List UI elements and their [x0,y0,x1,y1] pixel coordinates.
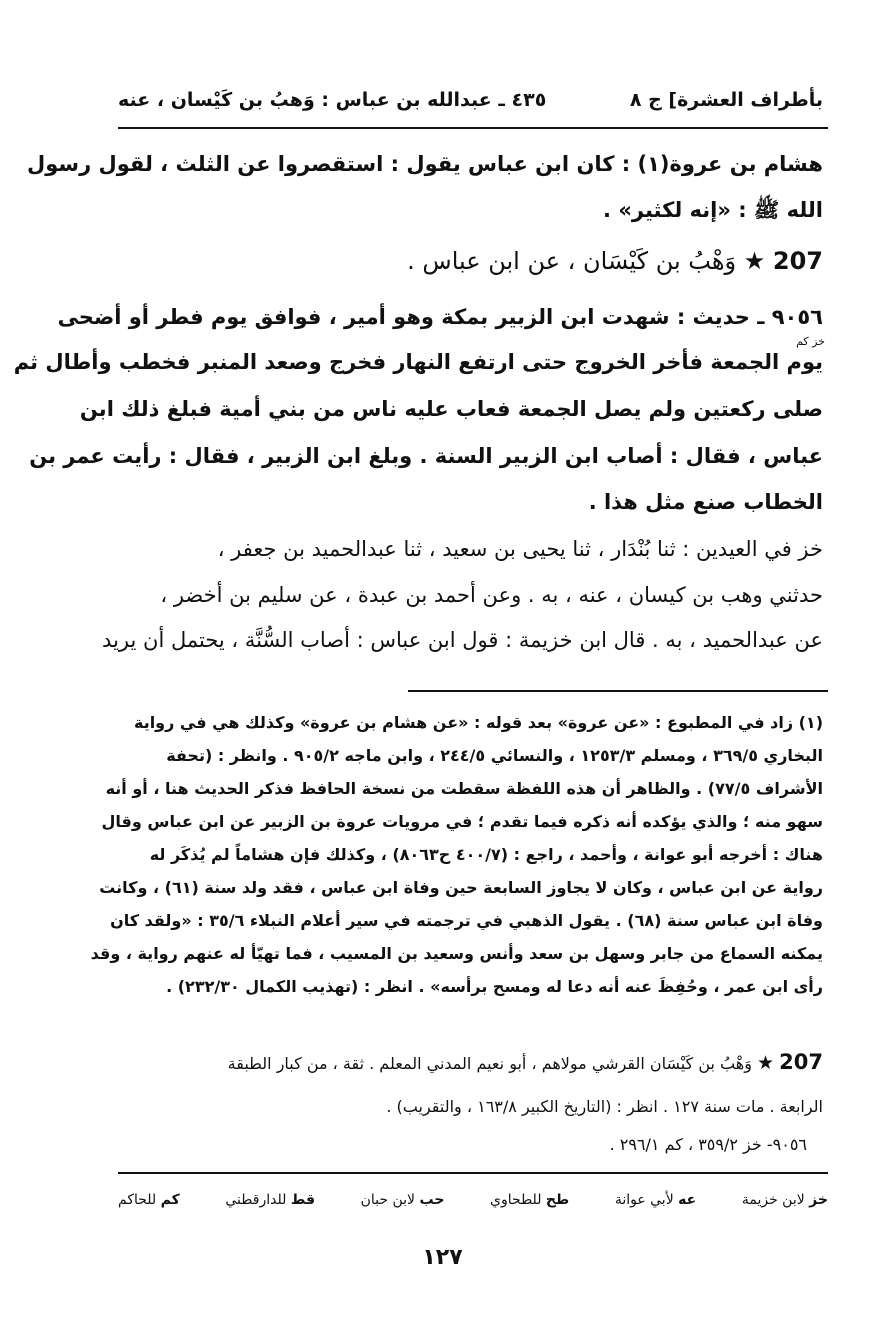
hadith-line: صلى ركعتين ولم يصل الجمعة فعاب عليه ناس من بني أمية فبلغ ذلك ابن [79,397,823,421]
note-entry-number: 207 [779,1050,823,1074]
abbreviation-item: خز لابن خزيمة [741,1192,828,1208]
comment-line: حدثني وهب بن كيسان ، عنه ، به . وعن أحمد بن عبدة ، عن سليم بن أخضر ، [160,583,823,607]
abbreviation-item: طح للطحاوي [490,1192,570,1208]
side-sigla: خز كم [796,335,825,348]
footnote-line: هناك : أخرجه أبو عوانة ، وأحمد ، راجع : (٤٠٠/٧ ح٨٠٦٣) ، وكذلك فإن هشاماً لم يُذكَر له [149,845,823,864]
hadith-line: يوم الجمعة فأخر الخروج حتى ارتفع النهار فخرج وصعد المنبر فخطب وأطال ثم [13,350,823,374]
entry-number: 207 [772,247,823,275]
abbreviation-item: حب لابن حبان [360,1192,445,1208]
abbreviation-item: عه لأبي عوانة [614,1192,697,1208]
footnote-line: سهو منه ؛ والذي يؤكده أنه ذكره فيما تقدم ؛ في مرويات عروة بن الزبير عن ابن عباس وقال [101,812,823,831]
abbreviations-key [118,1185,828,1215]
footnote-line: يمكنه السماع من جابر وسهل بن سعد وأنس وسعيد بن المسيب ، فما تهيّأ له عنهم رواية ، وقد [90,944,823,963]
page-number: ١٢٧ [422,1245,463,1270]
note-entry-line: الرابعة . مات سنة ١٢٧ . انظر : (التاريخ الكبير ١٦٣/٨ ، والتقريب) . [386,1097,823,1116]
main-line: الله ﷺ : «إنه لكثير» . [603,198,823,222]
footnote-rule [408,690,828,692]
header-left: ٤٣٥ ـ عبدالله بن عباس : وَهبُ بن كَيْسان ، عنه [118,89,547,111]
note-entry [228,1050,823,1074]
footnote-line: البخاري ٣٦٩/٥ ، ومسلم ١٢٥٣/٣ ، والنسائي ٢٤٤/٥ ، وابن ماجه ٩٠٥/٢ . وانظر : (تحفة [166,746,823,765]
hadith-line: عباس ، فقال : أصاب ابن الزبير السنة . وبلغ ابن الزبير ، فقال : رأيت عمر بن [29,444,823,468]
entry-text: وَهْبُ بن كَيْسَان ، عن ابن عباس . [407,247,737,275]
bottom-rule [118,1172,828,1174]
abbreviation-item: كم للحاكم [118,1192,180,1208]
footnote-line: رواية عن ابن عباس ، وكان لا يجاوز السابعة حين وفاة ابن عباس ، فقد ولد سنة (٦١) ، وكانت [99,878,823,897]
footnote-line: وفاة ابن عباس سنة (٦٨) . يقول الذهبي في ترجمته في سير أعلام النبلاء ٣٥/٦ : «ولقد كان [110,911,823,930]
star-icon: ★ [757,1052,775,1074]
footnote-line: الأشراف ٧٧/٥) . والظاهر أن هذه اللفظة سقطت من نسخة الحافظ فذكر الحديث هنا ، أو أنه [105,779,823,798]
entry-heading [407,247,823,275]
comment-line: عن عبدالحميد ، به . قال ابن خزيمة : قول ابن عباس : أصاب السُّنَّة ، يحتمل أن يريد [102,628,823,652]
main-line: هشام بن عروة(١) : كان ابن عباس يقول : استقصروا عن الثلث ، لقول رسول [27,152,823,176]
header-rule [118,127,828,129]
header-right: بأطراف العشرة] ج ٨ [629,89,823,111]
abbreviation-item: قط للدارقطني [225,1192,315,1208]
footnote-line: رأى ابن عمر ، وحُفِظَ عنه أنه دعا له ومسح برأسه» . انظر : (تهذيب الكمال ٢٣٢/٣٠) . [166,977,823,996]
hadith-line: ٩٠٥٦ ـ حديث : شهدت ابن الزبير بمكة وهو أمير ، فوافق يوم فطر أو أضحى [57,305,823,329]
comment-line: خز في العيدين : ثنا بُنْدَار ، ثنا يحيى بن سعيد ، ثنا عبدالحميد بن جعفر ، [217,537,823,561]
note-entry-text: وَهْبُ بن كَيْسَان القرشي مولاهم ، أبو نعيم المدني المعلم . ثقة ، من كبار الطبقة [227,1054,752,1073]
running-header [118,80,823,120]
star-icon: ★ [743,247,766,275]
hadith-line: الخطاب صنع مثل هذا . [588,490,823,514]
source-line: ٩٠٥٦- خز ٣٥٩/٢ ، كم ٢٩٦/١ . [609,1135,807,1154]
footnote-line: (١) زاد في المطبوع : «عن عروة» بعد قوله : «عن هشام بن عروة» وكذلك هي في رواية [133,713,823,732]
